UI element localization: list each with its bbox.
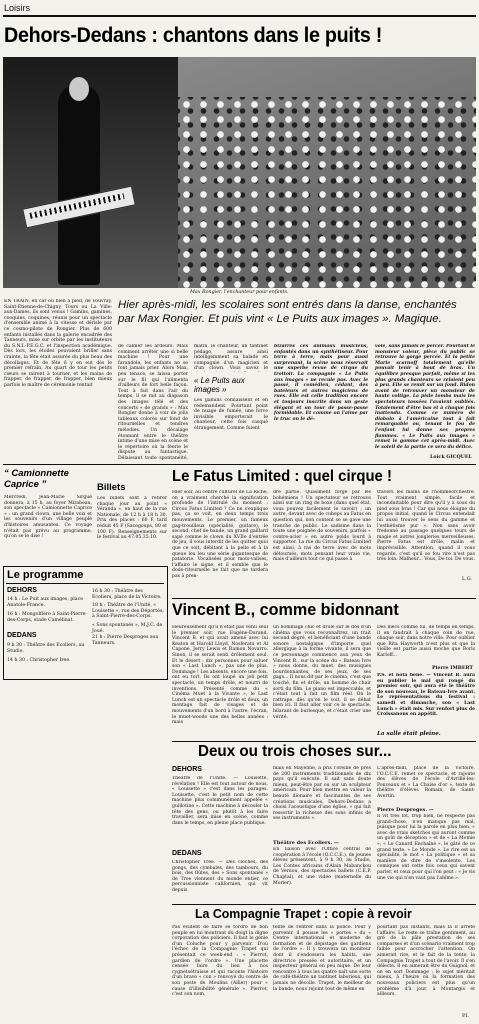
vincent-col-3: Des mecs comme lui, de temps en temps, il en faudrait à chaque coin de rue, chaque soir, dans notre ville. Pour oublier que Rita Hayworth n'est plus et que la vieille est partie aussi moche que Boris Karloff... xyxy=(377,625,475,658)
programme-rule xyxy=(6,583,164,584)
billets-title: Billets xyxy=(97,482,126,493)
programme-dehors-2: 16 h : Mongolfière à Saint-Pierre-des-Corps, stade Camélinat. xyxy=(7,612,87,623)
deux-dedans-label: DEDANS xyxy=(172,850,202,857)
fatus-title: Le Fatus Limited : quel cirque ! xyxy=(172,468,392,485)
photo-caption: Max Rongier, l'enchanteur pour enfants. xyxy=(190,290,289,295)
divider-1 xyxy=(3,464,476,465)
programme-right-4: 21 h : Pierre Desproges aux Tanneurs. xyxy=(92,635,159,646)
fatus-sign: L.G. xyxy=(462,577,472,582)
programme-dehors-label: DEHORS xyxy=(7,587,37,594)
vincent-title: Vincent B., comme bidonnant xyxy=(172,600,399,619)
concert-photo xyxy=(3,57,476,288)
crowd-texture xyxy=(178,97,476,288)
trapet-col-3: pourtant pas instants, mais là il arrête l'affaire. Le reste se traîne gentiment, au gré de la pâle prestation de ses comparses et d'un scénario vraiment trop faible pour accrocher l'attention. On aimerait rire, et le fait de la tente, la Compagnie Trapet a tout de l'avoir. Il s'en délecte. Il en aimerait être du Guignol, et on en sort Dommage ; le sujet méritait mieux, à l'heure où la formation des nouveaux policiers est plus qu'un problème d'à jour, à Montargis et ailleurs. xyxy=(377,925,475,998)
fatus-col-1: Hier soir, au centre culturel de La Riche, on a vraiment cherché la signification profonde de l'intitulé du moment : Circus Fatus Limited ? Ce ne s'explique pas, ça se voit, en deux temps trois mouvements. Le premier, un fameux gag-trouilleux (spécialité, guitare), le second, chef de bande, un grand gaillard sapé comme le clown du XVIIe d'entrée de jeu, il vous interdit de les quitter quoi que ce soit, débitant à la pelle et à la queue leu leu une série gigantesque de pataterie. Vocalisées pour mots-valises, l'affaire le signe, et il semble que le dodo-ritournelle ne fait que ne tardera pas à pren- xyxy=(172,490,268,579)
divider-2 xyxy=(172,598,476,599)
deux-col-3a: L'après-midi, place de la Victoire, l'O.C.C.E. remet ce spectacle, et rajoute des élèves de l'école d'Avrillé-les-Ponceaux et « La Chaise d'or », texte de théâtre d'élèves Romain, de Saint-Avertin. xyxy=(377,766,475,799)
programme-right-1: 16 h 30 : Théâtre des Ecoliers, place de la Victoire. xyxy=(92,589,162,600)
camionnette-text: Mercredi, Jean-Marie Sirgue donnera, à 15 h, au foyer Mirabeau, son spectacle « Camionnette Caprice » : un grand clown, une belle voix et les souvenirs d'un village peuplé d'histoires amusantes. Ce voyage n'était pas prévu au programme, qu'on se le dise ! xyxy=(4,495,92,540)
deux-col-2h: Théâtre des Ecoliers. — xyxy=(273,840,339,846)
main-headline: Dehors-Dedans : chantons dans le puits ! xyxy=(4,24,383,47)
divider-3 xyxy=(172,741,476,742)
subhead-puits-text: « Le Puits aux images » xyxy=(194,376,245,394)
deux-title: Deux ou trois choses sur... xyxy=(198,743,392,760)
programme-right-2: 18 h : Théâtre de l'Unité, « Louisette », rue des Déportés, à Saint-Pierre-des-Corps. xyxy=(92,603,164,620)
singer-head xyxy=(69,77,89,101)
vincent-ps: P.S. et nota bene. — Vincent B. aura eu publier le mal qui rongé du premier soir, qui aura été le théâtre de son nouveau, le Bateau-Ivre avant. Le représentations du festival : samedi et dimanche, son « Last Lunch » était mis. Sur renfort plus de Croissanons en appétit. xyxy=(377,673,475,718)
main-col-2: de calmer les ardeurs. Mais comment arrêter une si belle machine ! Pour une farandole, les enfants ne se font jamais prier. Alors Max, peu tenace, se laissa porter sur le fil qui l'alimenta d'ailleurs de fort belle façon. Tout à fait dans l'air du temps, il se mit au diapason des images télé et des concerts « de grands » : Max Rongier donne à voir de jolis tableaux colorés sur fond de ritournelles et tendres mélodies. Un décalage étonnant entre le théâtre intime d'une mise en scène et le répertoire où la féerie le dispute au fantastique. Délaissant toute spontanéité, xyxy=(118,344,188,460)
subhead-puits xyxy=(194,376,268,394)
trapet-col-2: tente de rentrer dans la police. Pour y parvenir, il pousse les « portes » du « Centre international et moderne de formation et de dépistage des gardiens de l'ordre ». Il y trouvera un moniteur dont il s'endossera les habits, une directrice pressée et autoritaire, et un inspecteur général en peu nique. De leur rencontre à tous les quatre naît une sorte de café-théâtre un tantinet laborieux, qui jamais ne décolle. Trapet, le meilleur de la bande, nous rejoint tout de même en xyxy=(273,925,371,992)
deux-col-1b: Christopher Tree. — Des cloches, des gongs, des cymbales, des tambours, du bois, des flûtes, des « Sons spontanés » de Tree viennent du monde entier, ce percussionniste californien, qui vit depuis xyxy=(172,860,268,893)
camionnette-title: “ Camionnette Caprice ” xyxy=(4,468,69,490)
left-lower-blank xyxy=(3,684,166,1020)
main-col-4: bizarres ces animaux musiciens, enfantés dans un synthétiseur. Pour terre à terre, mais pour aussi surprenant, la scène nous réservait une superbe revue de cirque du trottoir. La compagnie « Le Puits aux images » ne recule pas. Avec le passé, il comédien, cédant, des bateleurs et autres magiciens de rues. Elle est celle tradition encore et toujours inscrite dans un geste élégant et un tour de passe-passe formidable. Et comme on l'aime par le truc on le dé- xyxy=(274,344,368,422)
trapet-sign: P.I. xyxy=(462,1014,470,1019)
deux-dehors-label: DEHORS xyxy=(172,766,202,773)
programme-dedans-2: 14 h 30 : Christopher Iree. xyxy=(7,658,71,663)
programme-title: Le programme xyxy=(7,569,84,581)
singer-figure xyxy=(58,85,100,285)
section-rule xyxy=(3,15,476,17)
main-col-1: EN TRAIN, en car ou bien à pied, de Vouvray, Saint-Etienne-de-Chigny, Tours ou La Ville-aux-Dames, ils sont venus ! Gamins, gamines, cooquins, coquines, réunis pour un spectacle d'ensemble animé à la vitesse et dérisle par ce cosmo-pilote de Rongier. Plus de 600 enfants installés dans la galerie encadrée des Tanneurs, mise sur orbite par les instituteurs du S.N.I.-P.E.G.C. et l'inspection académique. Dès lors, les étoiles pouvaient briller sans crainte, la fête était assurée du plus beau des décollages. Et de fête il y en eut dès le premier refrain. Au quart de tour les petits cœurs se mirent à tourner, et les mains de frapper, de frapper, de frapper, bien mieux parfois le maître de cérémonie tentait xyxy=(4,299,112,388)
vincent-col-2: un hommage chic et drôle sur le dos d'un cinéma que vous reconnaîtrez, un trait second degré, et bénéficiant d'une bande sonore nostalgique d'importe quel allergique à la forme vivante, il sera que ce personnage commence aux yeux de Vincent B., sur la scène du « Bateau Ivre » nous donne, du muet, des musiques bourdonnantes, de ses jeux, de ses gags... Il nous dit par le cinéma, c'est que touché, fin et drôle, un homme de chair sorti du film. Le piano est impeccable, et c'était tout à fait un film réel. On le rattrape, dès qu'on le voit, il se débat bien ici. Il faut aller voir ce le spectacle, hilarant de burlesque, et c'était crier une vérité. xyxy=(273,625,371,720)
trapet-title: La Compagnie Trapet : copie à revoir xyxy=(195,906,412,921)
main-col-3b: Les gamins connaissent et en redemandent. Pourtant point de nuage de fumée, une force invisible emporterait le chanteur, cette fois casqué étrangement. Comme fuient xyxy=(194,398,268,431)
main-col-5: voie, sans jamais le percer. Pourtant le monsieur voleur, pièce du public se retrouve la gorge percée. Et la petite Marie scarnoff totalement qu'elle pouvait tenir à bout de bras. Un équilibre presque parfait, même si les plus grands chanteurs se relaient peu à peu. Elle se remit sur un fond. Bidon avant de retrouver un monsieur de haute voltige. La pisle tomba mais les spectateurs tassées l'avaient oubliés. Totalement d'être bas et à chaque fois inattendu. Comme ce numéro de diabolo à l'américaine tout à fait remarquable ou, tenant le fou de l'enfant lui donne ses propres flammes. « Le Puits aux images » remet le gomme cet après-midi. Avec le soleil de la partie ce sera du délice. xyxy=(375,344,475,450)
billets-text: Les billets sont à retirer chaque jour au point « Véranda », en haut de la rue Nationale, de 12 h à 18 h 30. Prix des places : 60 F, tarif réduit 45 F (Sacegoups, 80 et 100 F). Renseignements sur le festival au 47.05.35.10. xyxy=(97,496,167,541)
programme-dehors-1: 14 h : Le Puit aux images, place Anatole-France. xyxy=(7,597,83,608)
programme-dedans-1: 9 h 30 : Théâtre des Ecoliers, au Studio. xyxy=(7,643,85,654)
fatus-col-3: travers les mains de l'hommeorchestre. Tout vraiment simple, facile et inconduitable pour dire qu'il y a sous du pied sous bras ! Car qui nous éloigne du propos initial, quand le Circus entendait lui aussi trouver le sens du gamme et l'esthétisme pur ». Non sans avoir fredonné au passage quelques tours de magie et autres jongleries merveilleuses. Pierre Fatus est drôle, malin et imprévisible. Attention, quand il vous regarde, c'est qu'il se fou rire n'est pas très loin. Malheur... Vous, De toi. De vous. xyxy=(377,490,475,563)
programme-right-3: « Sons spontanés », M.J.C. de Joué. xyxy=(92,623,163,634)
deux-col-2b: En liaison avec l'Office central de coopération à l'école (O.C.C.E.), de jeunes élèves présentent, à 9 h 30, au Studio, Les Contes africains d'Alain Mabanckou de Vernou, des spectacles ballets (C.E.P. Chaptal), et une vidéo (maternelle du Morier). xyxy=(273,847,371,886)
deux-col-1a: Théâtre de l'Unité. — Louisette, révélation ! Elle est tout autour de nous, « Louisette » c'est dans les parages. Louisette, c'est le petit nom de cette machine plus communément appelée « guillotine ». Cette machine à découler la tête des gens, ou plutôt à les faire travailler, sera mise en scène, comme dans le temps, en pleine place publique. xyxy=(172,776,268,826)
section-label: Loisirs xyxy=(4,3,31,13)
programme-dedans-label: DEDANS xyxy=(7,632,37,639)
deux-col-2a: mais en Mayenne, a pris l'oreille de près de 200 instruments traditionnels de dix pays qu'il exécute. Il sait sans doute mieux, peut-être par ou sur un sculpteur américain. Pour bien mettre en valeur la beauté dionaire et fascinantes de ses créations musicales, Dehors-Dedans a choisi l'acoustique d'une église, « qui fait ressortir la richesse des sons infinis de ses instruments ». xyxy=(273,766,371,822)
deux-col-3h: Pierre Desproges. — xyxy=(377,807,434,813)
vincent-ps-bold: La salle était pleine. xyxy=(377,731,441,737)
main-lead: Hier après-midi, les scolaires sont entrés dans la danse, enchantés par Max Rongier. Et puis vint « Le Puits aux images ». Magique. xyxy=(118,299,457,325)
vincent-col-1: Heureusement qu'il n'était pas venu seul le premier soir, rue Eugène-Durand. Vincent B. et qui avait amené avec lui Keaton et Harold Lloyd, Nosferatu et Al Capone, Jerry Lewis et Ramon Novarro. Sinon, il se serait senti drôlement seul. Et le désert : dix personnes pour saluer son « Last Lunch », pas une de plus. Dommage ! Les absents, encore une fois, ont eu tort. Ils ont loupé un joli petit spectacle, un temps drôle, et nourri de inventions. Présenté comme du « Cinéma Muet à la Vivante », le Last Lunch est un spectacle drôle et doux, un montage fait de visages et de mouvements d'un bord à l'autre, l'écran, le muet-woodo une des belles années : mais xyxy=(172,625,268,726)
main-byline: Loïck GICQUEL xyxy=(430,454,472,460)
main-col-3: matin, le chanteur, un tantinet pédago, assure ainsi intelligemment sa balade en compagnie d'un magicien et d'un clown. Vous savez le xyxy=(194,344,268,372)
fatus-col-2: dre partie. Quasiment forgé par les bohémiens ! Un spectateur se retrouve ainsi sur un ring de boxe (dans quel état, vous pouvez facilement le savoir) ; un autre, devant avec de cubeps au Fatus en question qui, non content se se gave une tranche de public. Le sadisme dans la toute une poignée de souvenirs, parfois « contre-acier » en autre poids lourd à supporter. La rue du Circus Fatus Limited est ainsi, à ras de terre avec de mots détournés, mots pensant leur vraie vie, mais d'ailleurs tout ce qui passe à xyxy=(273,490,371,563)
divider-4 xyxy=(172,904,476,905)
trapet-col-1: Pas évident de faire se tordre de bon peuple en lui montrant du doigt la digne corporation des policiers. Il faut le génie d'un Coluche pour y parvenir. D'où l'échec de la Compagnie Trapet qui présentait ce week-end : « Pierrot, gardien de l'ordre ». Une placette censée faire du lien à nos cygnetsétraisse et qui raconte l'histoire d'un brave « con » renvoyé du centre de son poste de Moulins (Allier) pour « cause d'illisibilité générale ». Pierrot, c'est son nom, xyxy=(172,925,268,998)
deux-col-3b: Il vit très tôt, trop bien, ne respecte pas grand-chose, n'en manque pas mal, puisque pour lui la parole en plus bien, « avec de vrais sketches qui auront comme un goût de déception » et de « La Momie », « Le Canard Enchaîné », le gâté de ce grand texte, « Le Monde ». Le rire est sa spécialité, le mot « La politique » et sa manière de dire de s'insolente. Les comiques ont cette fois ceux qui savent parler, et ceux pour qui l'on peut : « Je vis une vie qui n'en vaut pas l'abîme ». xyxy=(377,814,475,881)
vincent-sign: Pierre IMBERT xyxy=(432,665,473,671)
programme-box xyxy=(3,566,168,680)
